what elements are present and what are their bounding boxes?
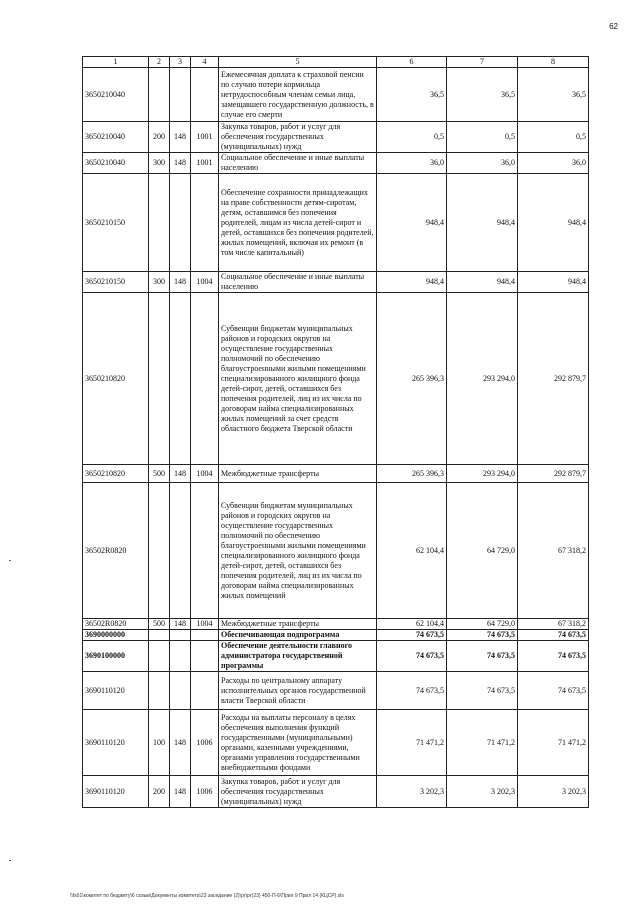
margin-mark [9, 560, 11, 561]
amount-year-3: 292 879,7 [518, 465, 589, 483]
administrator-code [170, 293, 191, 465]
target-article-code: 3690110120 [83, 710, 149, 776]
administrator-code: 148 [170, 122, 191, 153]
target-article-code: 36502R0820 [83, 619, 149, 630]
section-code [191, 483, 219, 619]
expense-name: Социальное обеспечение и иные выплаты населению [219, 153, 377, 174]
administrator-code: 148 [170, 272, 191, 293]
amount-year-2: 64 729,0 [447, 483, 518, 619]
expense-type-code: 300 [149, 272, 170, 293]
column-header: 3 [170, 57, 191, 68]
column-header: 1 [83, 57, 149, 68]
margin-mark [9, 860, 11, 861]
expense-name: Закупка товаров, работ и услуг для обеспечения государственных (муниципальных) нужд [219, 776, 377, 808]
table-row [83, 465, 589, 483]
column-header: 7 [447, 57, 518, 68]
target-article-code: 3650210820 [83, 465, 149, 483]
administrator-code: 148 [170, 465, 191, 483]
amount-year-1: 948,4 [377, 174, 447, 272]
expense-name: Межбюджетные трансферты [219, 619, 377, 630]
amount-year-1: 265 396,3 [377, 293, 447, 465]
amount-year-1: 36,0 [377, 153, 447, 174]
expense-name: Обеспечение сохранности принадлежащих на праве собственности детям-сиротам, детям, оставшимся без попечения родителей, лицам из числа детей-сирот и детей, оставшихся без попечения родителей, жилых помещений, включая их ремонт (в том числе капитальный) [219, 174, 377, 272]
amount-year-1: 62 104,4 [377, 619, 447, 630]
expense-name: Ежемесячная доплата к страховой пенсии по случаю потери кормильца нетрудоспособным членам семьи лица, замещавшего государственную должность, в случае его смерти [219, 68, 377, 122]
target-article-code: 3650210040 [83, 153, 149, 174]
amount-year-2: 948,4 [447, 174, 518, 272]
column-header: 4 [191, 57, 219, 68]
section-code [191, 293, 219, 465]
target-article-code: 3690110120 [83, 672, 149, 710]
amount-year-2: 293 294,0 [447, 465, 518, 483]
expense-type-code: 300 [149, 153, 170, 174]
amount-year-2: 71 471,2 [447, 710, 518, 776]
amount-year-3: 36,5 [518, 68, 589, 122]
administrator-code [170, 630, 191, 641]
expense-type-code [149, 641, 170, 672]
expense-type-code [149, 293, 170, 465]
expense-name: Субвенции бюджетам муниципальных районов и городских округов на осуществление государственных полномочий по обеспечению благоустроенными жилыми помещениями специализированного жилищного фонда детей-сирот, детей, оставшихся без попечения родителей, лиц из их числа по договорам найма специализированных жилых помещений [219, 483, 377, 619]
amount-year-3: 948,4 [518, 272, 589, 293]
expense-name: Закупка товаров, работ и услуг для обеспечения государственных (муниципальных) нужд [219, 122, 377, 153]
amount-year-2: 74 673,5 [447, 672, 518, 710]
amount-year-3: 3 202,3 [518, 776, 589, 808]
expense-type-code [149, 672, 170, 710]
administrator-code [170, 641, 191, 672]
expense-name: Межбюджетные трансферты [219, 465, 377, 483]
section-code [191, 641, 219, 672]
expense-type-code [149, 174, 170, 272]
amount-year-3: 74 673,5 [518, 672, 589, 710]
expense-type-code [149, 630, 170, 641]
expense-name: Расходы по центральному аппарату исполнительных органов государственной власти Тверской области [219, 672, 377, 710]
amount-year-3: 71 471,2 [518, 710, 589, 776]
amount-year-3: 74 673,5 [518, 630, 589, 641]
amount-year-3: 67 318,2 [518, 619, 589, 630]
section-code [191, 68, 219, 122]
table-row [83, 272, 589, 293]
table-row [83, 68, 589, 122]
table-row [83, 641, 589, 672]
administrator-code [170, 174, 191, 272]
table-row [83, 672, 589, 710]
administrator-code [170, 483, 191, 619]
section-code [191, 174, 219, 272]
section-code: 1004 [191, 272, 219, 293]
amount-year-3: 74 673,5 [518, 641, 589, 672]
section-code: 1004 [191, 619, 219, 630]
expense-type-code: 500 [149, 465, 170, 483]
administrator-code: 148 [170, 776, 191, 808]
amount-year-2: 293 294,0 [447, 293, 518, 465]
section-code [191, 672, 219, 710]
page-number: 62 [609, 22, 618, 31]
amount-year-2: 74 673,5 [447, 641, 518, 672]
administrator-code: 148 [170, 153, 191, 174]
expense-name: Обеспечивающая подпрограмма [219, 630, 377, 641]
amount-year-2: 948,4 [447, 272, 518, 293]
section-code: 1001 [191, 153, 219, 174]
expense-type-code: 200 [149, 122, 170, 153]
amount-year-2: 3 202,3 [447, 776, 518, 808]
administrator-code [170, 68, 191, 122]
expense-type-code: 100 [149, 710, 170, 776]
amount-year-3: 67 318,2 [518, 483, 589, 619]
amount-year-3: 36,0 [518, 153, 589, 174]
budget-table [82, 56, 589, 808]
amount-year-2: 74 673,5 [447, 630, 518, 641]
footer-file-path: \\fs01\комитет по бюджету\6 созыв\Документы комитета\23 заседание (2)\рг\рг(23) 450-П-6\Прил 9 Прил 14 (КЦСР).xls [70, 893, 344, 899]
expense-name: Субвенции бюджетам муниципальных районов и городских округов на осуществление государственных полномочий по обеспечению благоустроенными жилыми помещениями специализированного жилищного фонда детей-сирот, детей, оставшихся без попечения родителей, лиц из их числа по договорам найма специализированных жилых помещений за счет средств областного бюджета Тверской области [219, 293, 377, 465]
amount-year-2: 0,5 [447, 122, 518, 153]
target-article-code: 3650210150 [83, 272, 149, 293]
target-article-code: 3690100000 [83, 641, 149, 672]
expense-type-code [149, 483, 170, 619]
amount-year-3: 0,5 [518, 122, 589, 153]
amount-year-1: 74 673,5 [377, 641, 447, 672]
table-row [83, 153, 589, 174]
amount-year-1: 74 673,5 [377, 630, 447, 641]
section-code: 1006 [191, 776, 219, 808]
column-header: 2 [149, 57, 170, 68]
amount-year-1: 71 471,2 [377, 710, 447, 776]
expense-name: Социальное обеспечение и иные выплаты населению [219, 272, 377, 293]
column-header: 6 [377, 57, 447, 68]
table-row [83, 174, 589, 272]
expense-type-code: 500 [149, 619, 170, 630]
column-header: 5 [219, 57, 377, 68]
amount-year-1: 948,4 [377, 272, 447, 293]
amount-year-2: 36,5 [447, 68, 518, 122]
table-row [83, 122, 589, 153]
amount-year-1: 74 673,5 [377, 672, 447, 710]
expense-type-code: 200 [149, 776, 170, 808]
amount-year-3: 292 879,7 [518, 293, 589, 465]
administrator-code: 148 [170, 710, 191, 776]
section-code: 1004 [191, 465, 219, 483]
table-row [83, 776, 589, 808]
amount-year-1: 265 396,3 [377, 465, 447, 483]
target-article-code: 3690110120 [83, 776, 149, 808]
administrator-code [170, 672, 191, 710]
target-article-code: 3650210040 [83, 122, 149, 153]
amount-year-1: 3 202,3 [377, 776, 447, 808]
amount-year-2: 36,0 [447, 153, 518, 174]
section-code [191, 630, 219, 641]
table-row [83, 619, 589, 630]
amount-year-1: 36,5 [377, 68, 447, 122]
amount-year-3: 948,4 [518, 174, 589, 272]
amount-year-1: 0,5 [377, 122, 447, 153]
amount-year-2: 64 729,0 [447, 619, 518, 630]
target-article-code: 3650210820 [83, 293, 149, 465]
table-header-row [83, 57, 589, 68]
table-row [83, 293, 589, 465]
target-article-code: 3690000000 [83, 630, 149, 641]
table-row [83, 710, 589, 776]
section-code: 1006 [191, 710, 219, 776]
target-article-code: 3650210150 [83, 174, 149, 272]
expense-name: Расходы на выплаты персоналу в целях обеспечения выполнения функций государственными (муниципальными) органами, казенными учреждениями, органами управления государственными внебюджетными фондами [219, 710, 377, 776]
table-row [83, 483, 589, 619]
table-row [83, 630, 589, 641]
amount-year-1: 62 104,4 [377, 483, 447, 619]
expense-type-code [149, 68, 170, 122]
column-header: 8 [518, 57, 589, 68]
target-article-code: 3650210040 [83, 68, 149, 122]
target-article-code: 36502R0820 [83, 483, 149, 619]
expense-name: Обеспечение деятельности главного администратора государственной программы [219, 641, 377, 672]
administrator-code: 148 [170, 619, 191, 630]
section-code: 1001 [191, 122, 219, 153]
